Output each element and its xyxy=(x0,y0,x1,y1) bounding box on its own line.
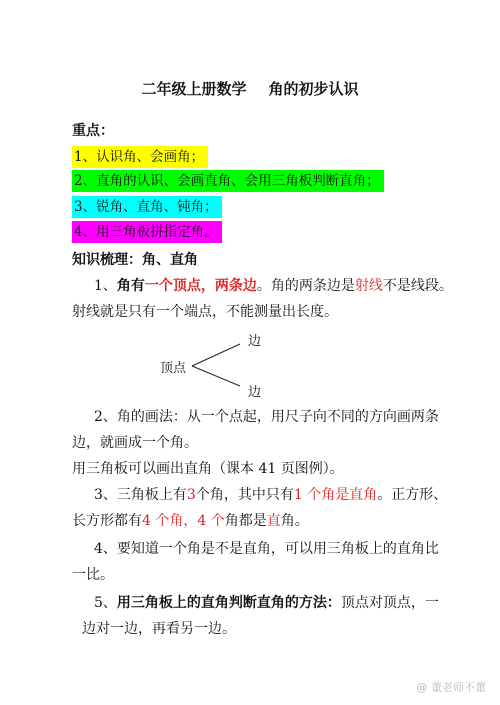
paragraph-1-line-2: 射线就是只有一个端点，不能测量出长度。 xyxy=(72,304,338,320)
paragraph-2b: 用三角板可以画出直角（课本 41 页图例）。 xyxy=(72,461,344,477)
paragraph-5-line-2: 边对一边，再看另一边。 xyxy=(82,621,236,637)
key-points-heading: 重点： xyxy=(72,123,114,139)
edge-label-bottom: 边 xyxy=(248,385,262,400)
watermark: @ 董老师不董 xyxy=(416,681,486,694)
paragraph-5-line-1: 5、用三角板上的直角判断直角的方法：顶点对顶点，一 xyxy=(94,595,439,611)
paragraph-3-line-2: 长方形都有4 个角，4 个角都是直角。 xyxy=(72,513,309,529)
key-point-3: 3、锐角、直角、钝角； xyxy=(72,196,222,218)
paragraph-2-line-1: 2、角的画法：从一个点起，用尺子向不同的方向画两条 xyxy=(94,409,439,425)
key-point-4: 4、用三角板拼指定角。 xyxy=(72,221,222,243)
knowledge-heading: 知识梳理：角、直角 xyxy=(72,252,198,268)
paragraph-4-line-2: 一比。 xyxy=(72,567,114,583)
paragraph-4-line-1: 4、要知道一个角是不是直角，可以用三角板上的直角比 xyxy=(94,541,439,557)
vertex-label: 顶点 xyxy=(160,361,187,376)
paragraph-1-line-1: 1、角有一个顶点，两条边。角的两条边是射线不是线段。 xyxy=(94,278,453,294)
key-point-1: 1、认识角、会画角； xyxy=(72,146,208,168)
page-title: 二年级上册数学 角的初步认识 xyxy=(141,80,359,98)
paragraph-2-line-2: 边，就画成一个角。 xyxy=(72,435,198,451)
key-point-2: 2、直角的认识、会画直角、会用三角板判断直角； xyxy=(72,170,384,192)
paragraph-3-line-1: 3、三角板上有3个角，其中只有1 个角是直角。正方形、 xyxy=(94,487,448,503)
angle-rays xyxy=(188,340,248,392)
edge-label-top: 边 xyxy=(248,334,262,349)
